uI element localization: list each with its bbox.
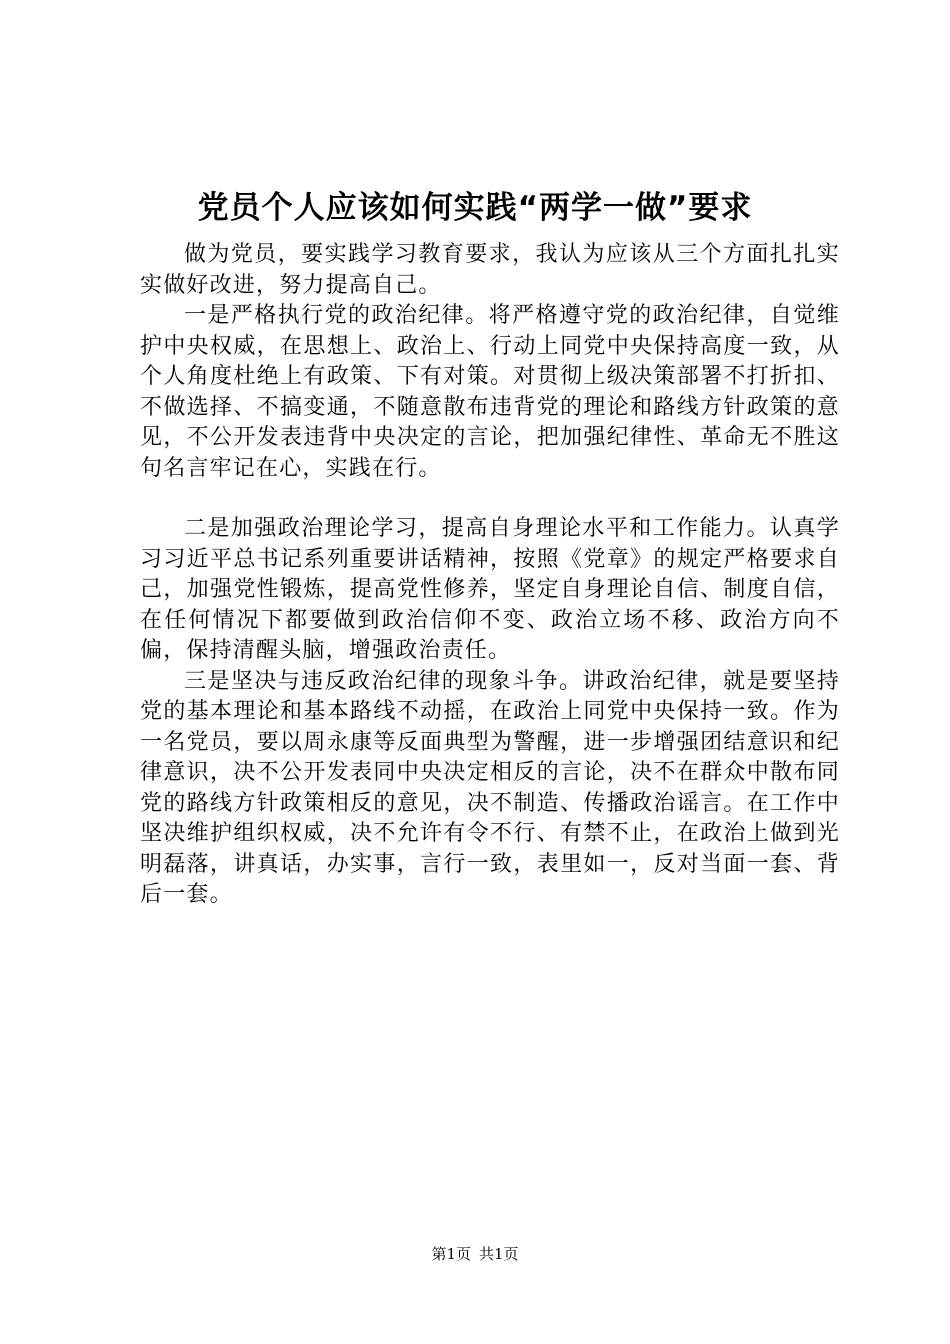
document-title: 党员个人应该如何实践“两学一做”要求 — [197, 190, 753, 226]
paragraph-point-three: 三是坚决与违反政治纪律的现象斗争。讲政治纪律，就是要坚持党的基本理论和基本路线不动摇，在政治上同党中央保持一致。作为一名党员，要以周永康等反面典型为警醒，进一步增强团结意识和纪律意识，决不公开发表同中央决定相反的言论，决不在群众中散布同党的路线方针政策相反的意见，决不制造、传播政治谣言。在工作中坚决维护组织权威，决不允许有令不行、有禁不止，在政治上做到光明磊落，讲真话，办实事，言行一致，表里如一，反对当面一套、背后一套。 — [140, 668, 840, 907]
document-body — [140, 240, 840, 911]
paragraph-point-two: 二是加强政治理论学习，提高自身理论水平和工作能力。认真学习习近平总书记系列重要讲话精神，按照《党章》的规定严格要求自己，加强党性锻炼，提高党性修养，坚定自身理论自信、制度自信，在任何情况下都要做到政治信仰不变、政治立场不移、政治方向不偏，保持清醒头脑，增强政治责任。 — [140, 516, 840, 663]
paragraph-point-one: 一是严格执行党的政治纪律。将严格遵守党的政治纪律，自觉维护中央权威，在思想上、政治上、行动上同党中央保持高度一致，从个人角度杜绝上有政策、下有对策。对贯彻上级决策部署不打折扣、不做选择、不搞变通，不随意散布违背党的理论和路线方针政策的意见，不公开发表违背中央决定的言论，把加强纪律性、革命无不胜这句名言牢记在心，实践在行。 — [140, 303, 840, 481]
page-number: 第1页 — [431, 1245, 471, 1263]
page-total: 共1页 — [479, 1245, 519, 1263]
paragraph-intro: 做为党员，要实践学习教育要求，我认为应该从三个方面扎扎实实做好改进，努力提高自己。 — [140, 242, 840, 298]
page-footer — [0, 1244, 950, 1264]
